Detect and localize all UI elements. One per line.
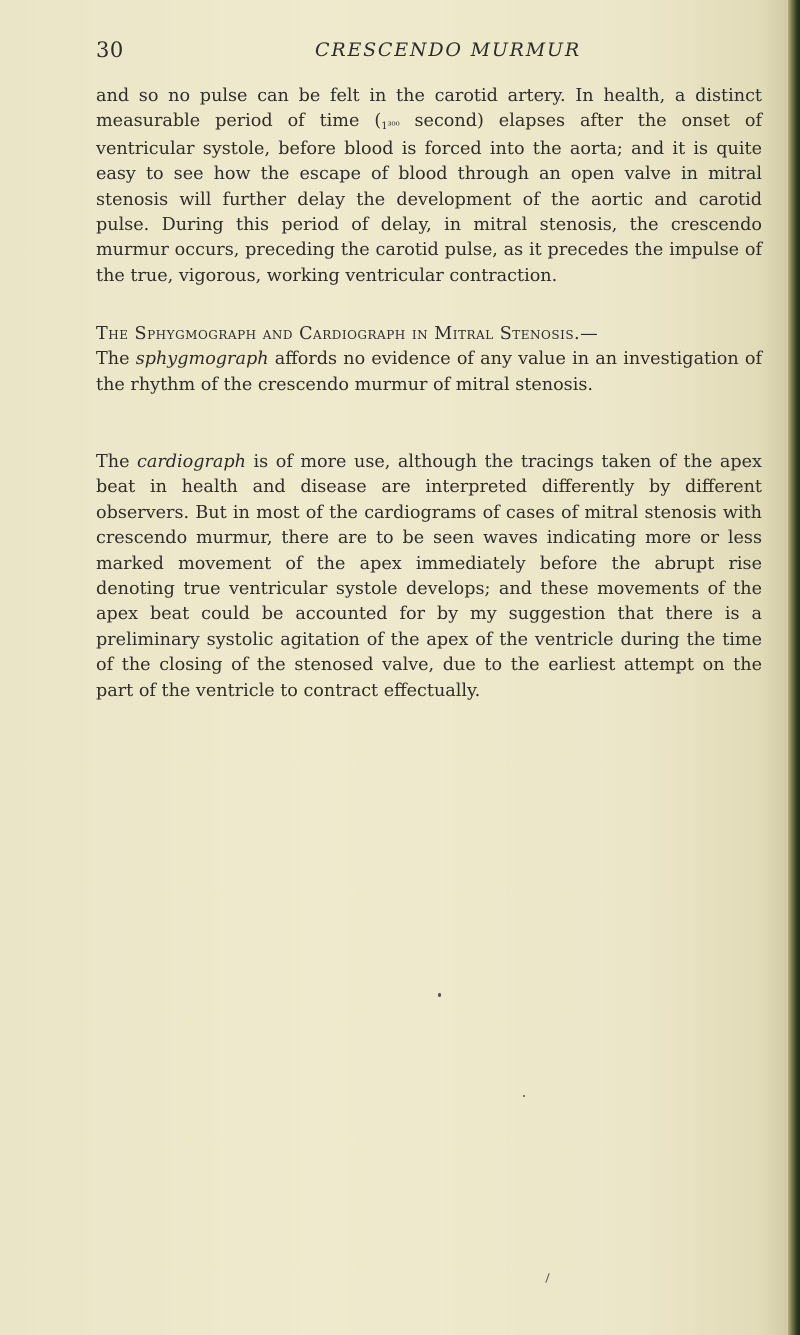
paragraph-1-text-end: second) elapses after the onset of ventricular systole, before blood is forced into the aorta; and it is quite easy to see how the escape of blood through an open valve in mitral stenosis will further delay the development of the aortic and carotid pulse. During this period of delay, in mitral stenosis, the crescendo murmur occurs, preceding the carotid pulse, as it precedes the impulse of the true, vigorous, working ventricular contraction. xyxy=(96,111,762,286)
page-number: 30 xyxy=(96,38,124,62)
page-edge xyxy=(788,0,800,1335)
paragraph-2-text: affords no evidence of any value in an investigation of the rhythm of the crescendo murmur of mitral stenosis. xyxy=(96,349,762,395)
paragraph-2 xyxy=(96,322,762,398)
running-title: CRESCENDO MURMUR xyxy=(315,39,581,61)
paragraph-3-text: is of more use, although the tracings taken of the apex beat in health and disease are interpreted differently by different observers. But in most of the cardiograms of cases of mitral stenosis with crescendo murmur, there are to be seen waves indicating more or less marked movement of the apex immediately before the abrupt rise denoting true ventricular systole develops; and these movements of the apex beat could be accounted for by my suggestion that there is a preliminary systolic agitation of the apex of the ventricle during the time of the closing of the stenosed valve, due to the earliest attempt on the part of the ventricle to contract effectually. xyxy=(96,452,762,701)
time-fraction: 1³⁰⁰ xyxy=(381,121,400,133)
page-header xyxy=(0,38,780,64)
term-cardiograph: cardiograph xyxy=(137,452,247,472)
term-sphygmograph: sphygmograph xyxy=(135,349,269,370)
paragraph-1 xyxy=(96,84,762,289)
paragraph-2-lead: The xyxy=(96,349,136,370)
section-heading: The Sphygmograph and Cardiograph in Mitral Stenosis.— xyxy=(96,324,599,344)
paper-speck xyxy=(438,993,441,997)
paragraph-3-lead: The xyxy=(96,452,138,472)
paper-speck xyxy=(523,1095,525,1097)
paper-mark xyxy=(545,1273,549,1283)
paragraph-1-text-start: and so no pulse can be felt in the carotid artery. In health, a distinct measurable period of time ( xyxy=(96,86,762,132)
paragraph-3 xyxy=(96,450,762,704)
